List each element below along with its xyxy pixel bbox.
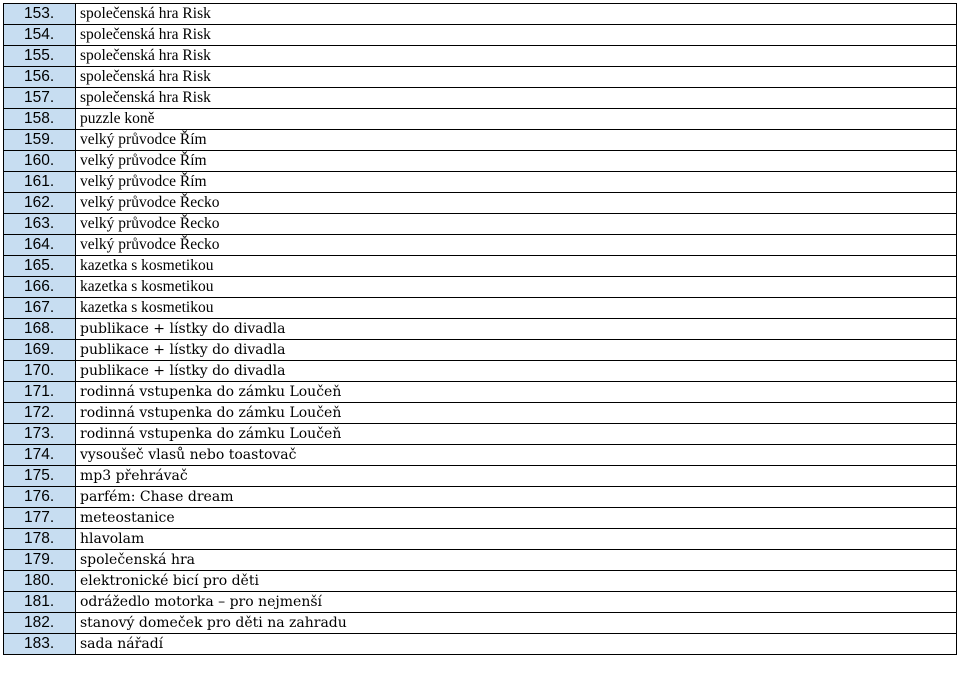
prize-name-cell: odrážedlo motorka – pro nejmenší xyxy=(76,592,957,613)
row-number-cell: 178. xyxy=(4,529,76,550)
prize-name-cell: velký průvodce Řecko xyxy=(76,235,957,256)
row-number-cell: 167. xyxy=(4,298,76,319)
row-number-cell: 154. xyxy=(4,25,76,46)
prize-name-cell: hlavolam xyxy=(76,529,957,550)
row-number-cell: 183. xyxy=(4,634,76,655)
prize-name-cell: velký průvodce Řím xyxy=(76,151,957,172)
row-number-cell: 170. xyxy=(4,361,76,382)
prize-name-cell: puzzle koně xyxy=(76,109,957,130)
table-row xyxy=(4,508,957,529)
prize-list-body xyxy=(4,4,957,655)
table-row xyxy=(4,109,957,130)
row-number-cell: 156. xyxy=(4,67,76,88)
prize-name-cell: kazetka s kosmetikou xyxy=(76,298,957,319)
prize-name-cell: rodinná vstupenka do zámku Loučeň xyxy=(76,382,957,403)
prize-name-cell: publikace + lístky do divadla xyxy=(76,319,957,340)
table-row xyxy=(4,529,957,550)
row-number-cell: 158. xyxy=(4,109,76,130)
prize-name-cell: stanový domeček pro děti na zahradu xyxy=(76,613,957,634)
prize-name-cell: velký průvodce Řecko xyxy=(76,214,957,235)
table-row xyxy=(4,4,957,25)
row-number-cell: 181. xyxy=(4,592,76,613)
table-row xyxy=(4,46,957,67)
table-row xyxy=(4,319,957,340)
prize-list-table xyxy=(3,3,957,655)
table-row xyxy=(4,256,957,277)
table-row xyxy=(4,67,957,88)
row-number-cell: 171. xyxy=(4,382,76,403)
row-number-cell: 180. xyxy=(4,571,76,592)
prize-name-cell: velký průvodce Řecko xyxy=(76,193,957,214)
table-row xyxy=(4,277,957,298)
row-number-cell: 163. xyxy=(4,214,76,235)
table-row xyxy=(4,382,957,403)
prize-name-cell: velký průvodce Řím xyxy=(76,130,957,151)
row-number-cell: 153. xyxy=(4,4,76,25)
row-number-cell: 157. xyxy=(4,88,76,109)
table-row xyxy=(4,487,957,508)
table-row xyxy=(4,550,957,571)
prize-name-cell: publikace + lístky do divadla xyxy=(76,340,957,361)
prize-name-cell: kazetka s kosmetikou xyxy=(76,256,957,277)
table-row xyxy=(4,25,957,46)
table-row xyxy=(4,361,957,382)
row-number-cell: 173. xyxy=(4,424,76,445)
row-number-cell: 160. xyxy=(4,151,76,172)
prize-name-cell: vysoušeč vlasů nebo toastovač xyxy=(76,445,957,466)
row-number-cell: 175. xyxy=(4,466,76,487)
table-row xyxy=(4,151,957,172)
table-row xyxy=(4,592,957,613)
prize-name-cell: velký průvodce Řím xyxy=(76,172,957,193)
row-number-cell: 176. xyxy=(4,487,76,508)
table-row xyxy=(4,340,957,361)
prize-name-cell: rodinná vstupenka do zámku Loučeň xyxy=(76,403,957,424)
table-row xyxy=(4,130,957,151)
row-number-cell: 179. xyxy=(4,550,76,571)
prize-name-cell: společenská hra xyxy=(76,550,957,571)
row-number-cell: 164. xyxy=(4,235,76,256)
table-row xyxy=(4,214,957,235)
table-row xyxy=(4,298,957,319)
table-row xyxy=(4,424,957,445)
table-row xyxy=(4,193,957,214)
prize-name-cell: společenská hra Risk xyxy=(76,46,957,67)
prize-name-cell: kazetka s kosmetikou xyxy=(76,277,957,298)
table-row xyxy=(4,172,957,193)
table-row xyxy=(4,571,957,592)
prize-name-cell: parfém: Chase dream xyxy=(76,487,957,508)
prize-name-cell: rodinná vstupenka do zámku Loučeň xyxy=(76,424,957,445)
row-number-cell: 168. xyxy=(4,319,76,340)
row-number-cell: 166. xyxy=(4,277,76,298)
prize-name-cell: sada nářadí xyxy=(76,634,957,655)
row-number-cell: 165. xyxy=(4,256,76,277)
table-row xyxy=(4,403,957,424)
row-number-cell: 172. xyxy=(4,403,76,424)
prize-name-cell: elektronické bicí pro děti xyxy=(76,571,957,592)
row-number-cell: 162. xyxy=(4,193,76,214)
table-row xyxy=(4,613,957,634)
row-number-cell: 174. xyxy=(4,445,76,466)
row-number-cell: 159. xyxy=(4,130,76,151)
row-number-cell: 182. xyxy=(4,613,76,634)
prize-name-cell: společenská hra Risk xyxy=(76,25,957,46)
table-row xyxy=(4,235,957,256)
table-row xyxy=(4,466,957,487)
prize-name-cell: společenská hra Risk xyxy=(76,88,957,109)
table-row xyxy=(4,88,957,109)
prize-name-cell: společenská hra Risk xyxy=(76,4,957,25)
table-row xyxy=(4,634,957,655)
row-number-cell: 155. xyxy=(4,46,76,67)
table-row xyxy=(4,445,957,466)
prize-name-cell: meteostanice xyxy=(76,508,957,529)
prize-name-cell: mp3 přehrávač xyxy=(76,466,957,487)
row-number-cell: 169. xyxy=(4,340,76,361)
prize-name-cell: společenská hra Risk xyxy=(76,67,957,88)
row-number-cell: 161. xyxy=(4,172,76,193)
prize-name-cell: publikace + lístky do divadla xyxy=(76,361,957,382)
row-number-cell: 177. xyxy=(4,508,76,529)
